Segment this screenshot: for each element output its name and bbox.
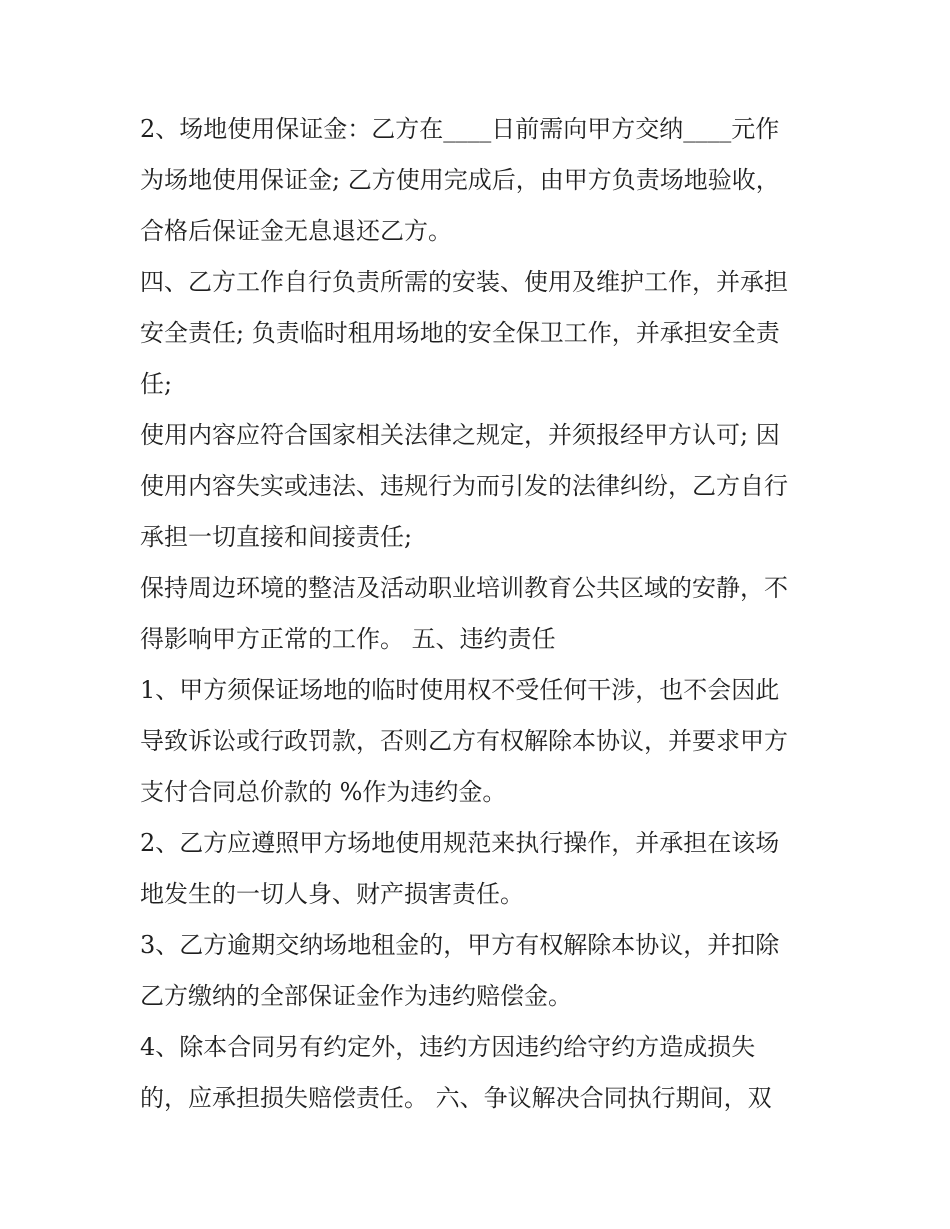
text-line-12: 1、甲方须保证场地的临时使用权不受任何干涉，也不会因此: [140, 676, 780, 704]
text-line-3: 合格后保证金无息退还乙方。: [140, 217, 452, 245]
text-line-18: 乙方缴纳的全部保证金作为违约赔偿金。: [140, 982, 572, 1010]
text-line-6: 任;: [140, 370, 173, 398]
text-line-10: 保持周边环境的整洁及活动职业培训教育公共区域的安静，不: [140, 574, 788, 602]
text-line-4: 四、乙方工作自行负责所需的安装、使用及维护工作，并承担: [140, 268, 788, 296]
text-line-2: 为场地使用保证金; 乙方使用完成后，由甲方负责场地验收，: [140, 166, 780, 194]
text-line-1: 2、场地使用保证金：乙方在____日前需向甲方交纳____元作: [140, 115, 780, 143]
text-line-14: 支付合同总价款的 %作为违约金。: [140, 778, 507, 806]
text-line-19: 4、除本合同另有约定外，违约方因违约给守约方造成损失: [140, 1033, 756, 1061]
text-line-16: 地发生的一切人身、财产损害责任。: [140, 880, 524, 908]
contract-text: [140, 104, 830, 1124]
text-line-9: 承担一切直接和间接责任;: [140, 523, 413, 551]
text-line-8: 使用内容失实或违法、违规行为而引发的法律纠纷，乙方自行: [140, 472, 788, 500]
text-line-11: 得影响甲方正常的工作。 五、违约责任: [140, 625, 556, 653]
text-line-20: 的，应承担损失赔偿责任。 六、争议解决合同执行期间，双: [140, 1084, 772, 1112]
text-line-13: 导致诉讼或行政罚款，否则乙方有权解除本协议，并要求甲方: [140, 727, 788, 755]
text-line-5: 安全责任; 负责临时租用场地的安全保卫工作，并承担安全责: [140, 319, 780, 347]
text-line-15: 2、乙方应遵照甲方场地使用规范来执行操作，并承担在该场: [140, 829, 780, 857]
text-line-7: 使用内容应符合国家相关法律之规定，并须报经甲方认可; 因: [140, 421, 780, 449]
text-line-17: 3、乙方逾期交纳场地租金的，甲方有权解除本协议，并扣除: [140, 931, 780, 959]
